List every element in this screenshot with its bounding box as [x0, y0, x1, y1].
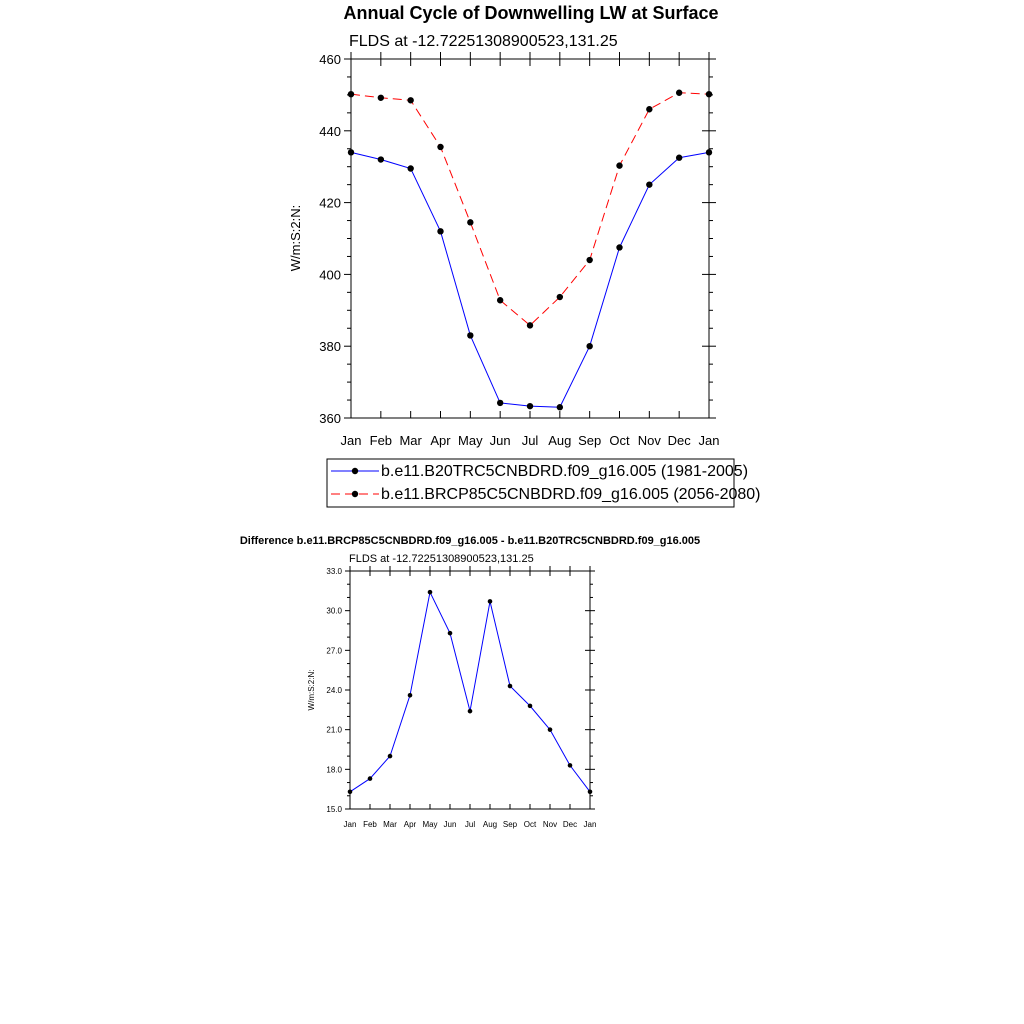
chart2-plot-frame: [350, 571, 590, 809]
legend-marker-future: [352, 491, 358, 497]
data-point: [467, 332, 473, 338]
x-tick-label: Jan: [698, 433, 720, 448]
data-point: [586, 343, 592, 349]
data-point: [437, 144, 443, 150]
x-tick-label: Nov: [637, 433, 661, 448]
chart1-subtitle: FLDS at -12.72251308900523,131.25: [349, 33, 618, 50]
data-point: [388, 754, 393, 759]
data-point: [408, 693, 413, 698]
y-tick-label: 33.0: [326, 567, 342, 576]
data-point: [368, 776, 373, 781]
data-point: [527, 322, 533, 328]
y-tick-label: 24.0: [326, 686, 342, 695]
data-point: [557, 294, 563, 300]
chart1-y-axis-label: W/m:S:2:N:: [288, 204, 303, 272]
x-tick-label: Jan: [340, 433, 362, 448]
data-point: [508, 684, 513, 689]
y-tick-label: 400: [319, 267, 341, 283]
y-tick-label: 440: [319, 123, 341, 139]
x-tick-label: Aug: [548, 433, 572, 448]
x-tick-label: Apr: [403, 820, 417, 829]
data-point: [646, 181, 652, 187]
x-tick-label: Aug: [482, 820, 498, 829]
x-tick-label: Feb: [363, 820, 377, 829]
x-tick-label: Sep: [502, 820, 518, 829]
data-point: [527, 403, 533, 409]
x-tick-label: Jun: [443, 820, 457, 829]
chart2-title: Difference b.e11.BRCP85C5CNBDRD.f09_g16.005 - b.e11.B20TRC5CNBDRD.f09_g16.005: [239, 535, 701, 547]
y-tick-label: 27.0: [326, 646, 342, 656]
y-tick-label: 18.0: [326, 765, 342, 775]
data-point: [448, 631, 453, 636]
x-tick-label: Jun: [489, 433, 511, 448]
chart2-subtitle: FLDS at -12.72251308900523,131.25: [349, 553, 534, 565]
data-point: [616, 162, 622, 168]
x-tick-label: Jul: [464, 820, 476, 829]
data-point: [646, 106, 652, 112]
data-point: [378, 95, 384, 101]
annual-cycle-chart: [288, 3, 760, 507]
data-point: [616, 244, 622, 250]
y-tick-label: 15.0: [326, 805, 342, 814]
y-tick-label: 21.0: [326, 725, 342, 735]
series-line-0: [351, 152, 709, 407]
x-tick-label: Jan: [583, 820, 597, 829]
data-point: [568, 763, 573, 768]
series-line-0: [350, 592, 590, 792]
legend-label-future: b.e11.BRCP85C5CNBDRD.f09_g16.005 (2056-2080): [381, 486, 761, 503]
data-point: [488, 599, 493, 604]
x-tick-label: Jan: [343, 820, 357, 829]
data-point: [407, 97, 413, 103]
data-point: [588, 790, 593, 795]
legend-label-historical: b.e11.B20TRC5CNBDRD.f09_g16.005 (1981-2005): [381, 463, 749, 480]
x-tick-label: May: [458, 433, 483, 448]
data-point: [676, 90, 682, 96]
data-point: [497, 400, 503, 406]
y-tick-label: 420: [319, 195, 341, 211]
data-point: [557, 404, 563, 410]
data-point: [676, 155, 682, 161]
chart1-plot-frame: [351, 59, 709, 418]
y-tick-label: 460: [319, 52, 341, 67]
series-line-1: [351, 93, 709, 326]
x-tick-label: Dec: [562, 820, 578, 829]
x-tick-label: Apr: [430, 433, 451, 448]
data-point: [348, 149, 354, 155]
data-point: [497, 297, 503, 303]
data-point: [467, 219, 473, 225]
x-tick-label: Mar: [399, 433, 422, 448]
x-tick-label: Nov: [542, 820, 558, 829]
y-tick-label: 30.0: [326, 606, 342, 616]
data-point: [468, 709, 473, 714]
x-tick-label: Feb: [369, 433, 393, 448]
data-point: [586, 257, 592, 263]
data-point: [548, 727, 553, 732]
y-tick-label: 360: [319, 411, 341, 426]
data-point: [437, 228, 443, 234]
data-point: [428, 590, 433, 595]
difference-chart: [240, 535, 700, 829]
data-point: [348, 790, 353, 795]
x-tick-label: Oct: [609, 433, 630, 448]
data-point: [528, 704, 533, 709]
y-tick-label: 380: [319, 339, 341, 355]
x-tick-label: May: [422, 820, 438, 829]
data-point: [706, 149, 712, 155]
chart1-title: Annual Cycle of Downwelling LW at Surface: [343, 3, 719, 23]
data-point: [378, 156, 384, 162]
x-tick-label: Dec: [667, 433, 691, 448]
x-tick-label: Sep: [578, 433, 602, 448]
x-tick-label: Mar: [383, 820, 397, 829]
legend-marker-historical: [352, 468, 358, 474]
data-point: [706, 91, 712, 97]
data-point: [348, 91, 354, 97]
chart2-y-axis-label: W/m:S:2:N:: [307, 669, 316, 711]
x-tick-label: Jul: [521, 433, 539, 448]
x-tick-label: Oct: [523, 820, 537, 829]
data-point: [407, 165, 413, 171]
